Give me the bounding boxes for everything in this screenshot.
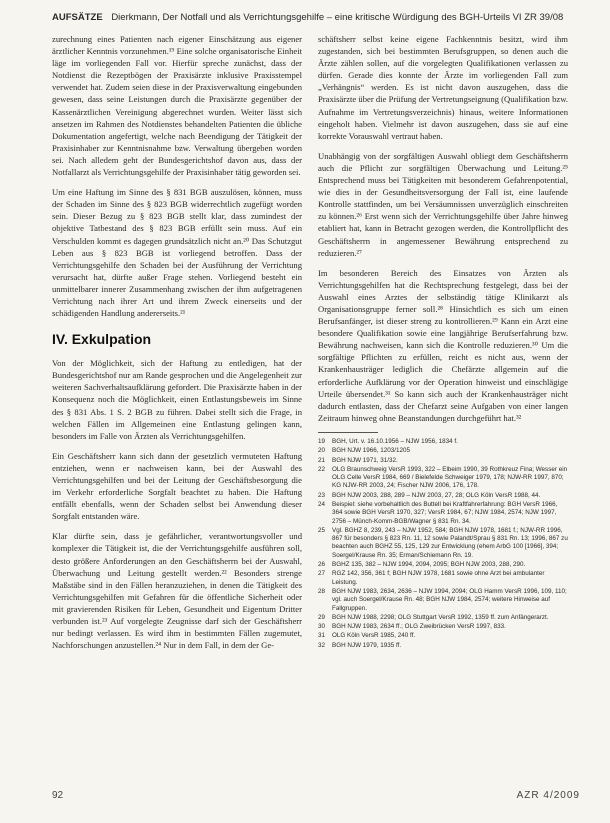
footnote-text: BGH NJW 1971, 31/32. (332, 456, 398, 464)
header-section-label: AUFSÄTZE (52, 12, 103, 23)
footnote-number: 30 (318, 623, 326, 631)
paragraph: Klar dürfte sein, dass je gefährlicher, verantwortungsvoller und komplexer die Tätigkeit ist, die der Verrichtungsgehilfe ausführen soll, desto größere Anforderungen an den Geschäftsherrn bei der Auswahl, Überwachung und Leitung gestellt werden.²² Besonders strenge Maßstäbe sind in den Fällen heranzuziehen, in denen die Tätigkeit des Verrichtungsgehilfen mit Gefahren für die öffentliche Sicherheit oder mit gravierenden Risiken für Leben, Gesundheit und Eigentum Dritter verbunden ist.²³ Auf vorgelegte Zeugnisse darf sich der Geschäftsherr nur bedingt verlassen. Es wird ihm in bestimmten Fällen zugemutet, Nachforschungen anzustellen.²⁴ Nur in dem Fall, in dem der Ge- (52, 531, 302, 651)
footnote (318, 570, 568, 587)
left-column (52, 33, 302, 659)
footnote-number: 22 (318, 465, 326, 473)
paragraph: schäftsherr selbst keine eigene Fachkenntnis besitzt, wird ihm zugestanden, sich bei bestimmten Berufsgruppen, so denen auch die Ärzte zählen sollen, auf die vorgelegten Qualifikationen verlassen zu dürfen. Gerade dies konnte der Ärzte im vorliegenden Fall zum „Verhängnis“ werden. Es ist nicht davon auszugehen, dass die Praxisärzte über die Prüfung der Vertretungseignung (Qualifikation bzw. Aufnahme im Vertretungsverzeichnis) hinaus, weitere Informationen eingeholt haben. Vielmehr ist davon auszugehen, dass sie auf eine korrekte Vorauswahl vertraut haben. (318, 34, 568, 141)
footnote-number: 23 (318, 491, 326, 499)
footnote (318, 438, 568, 446)
paragraph: Unabhängig von der sorgfältigen Auswahl obliegt dem Geschäftsherrn auch die Pflicht zur sorgfältigen Überwachung und Leitung.²⁵ Entsprechend muss bei Tätigkeiten mit besonderem Gefahrenpotential, wie dies in der Gesundheitsversorgung der Fall ist, eine laufende Kontrolle stattfinden, um bei Versäumnissen unverzüglich einschreiten zu können.²⁶ Erst wenn sich der Verrichtungsgehilfe über Jahre hinweg etabliert hat, kann in Betracht gezogen werden, die Kontrollpflicht des Geschäftsherrn in angemessener Bewährung entsprechend zu reduzieren.²⁷ (318, 150, 568, 258)
footnote-number: 26 (318, 561, 326, 569)
footnote (318, 501, 568, 526)
paragraph: Um eine Haftung im Sinne des § 831 BGB auszulösen, können, muss der Schaden im Sinne des § 823 BGB widerrechtlich zugefügt worden sein. Dieser Bezug zu § 823 BGB stellt klar, dass zumindest der objektive Tatbestand des § 823 BGB erfüllt sein muss. Auf ein Verschulden kommt es dagegen grundsätzlich nicht an.²⁰ Das Schutzgut Leben aus § 823 BGB ist vorliegend betroffen. Dass der Verrichtungsgehilfe den Schaden bei der Ausführung der Verrichtung verursacht hat, dürfte außer Frage stehen. Vorliegend besteht ein unmittelbarer innerer Zusammenhang zwischen der ihm aufgetragenen Verrichtung nach ihrer Art und ihrem Zweck einerseits und der schädigenden Handlung andererseits.²¹ (52, 187, 302, 319)
footnote-text: BGH NJW 1988, 2298; OLG Stuttgart VersR 1992, 1359 ff. zum Anfängerarzt. (332, 613, 549, 621)
footnote-text: BGH NJW 1983, 2634 ff.; OLG Zweibrücken VersR 1997, 833. (332, 623, 506, 631)
footnote-text: BGH NJW 1983, 2634, 2636 – NJW 1994, 2094; OLG Hamm VersR 1996, 109, 110; vgl. auch Soergel/Krause Rn. 48; BGH NJW 1984, 2574; weitere Hinweise auf Fallgruppen. (332, 587, 567, 612)
right-column (318, 33, 568, 651)
footnote (318, 527, 568, 560)
footnote (318, 561, 568, 569)
footnote (318, 632, 568, 640)
paragraph: zurechnung eines Patienten nach eigener Einschätzung aus eigener ärztlicher Kenntnis vorzunehmen.¹⁹ Eine solche organisatorische Einheit läge im vorliegenden Fall vor. Hierfür spreche zunächst, dass der Notdienst die Rezeptbögen der Praxisärzte inklusive Praxisstempel verwendet hat. Zudem seien diese in der Praxisverwaltung eingebunden gewesen, dass seine Leistungen durch die Praxisärzte gegenüber der Kassenärztlichen Vereinigung abgerechnet wurden. Weiter lässt sich ansetzen im Rahmen des Notdienstes behandelten Patienten die übliche Dokumentation angefertigt, welche nach Beendigung der Tätigkeit der Praxisinhaber zur Kenntnisnahme bzw. Verwaltung übergeben worden sei. Nach alledem geht der Bundesgerichtshof davon aus, dass der Notfallarzt als Verrichtungsgehilfe der Praxisinhaber tätig geworden sei. (52, 34, 302, 178)
page-number: 92 (52, 790, 64, 801)
footnote-list (318, 438, 568, 650)
header-article-title: Dierkmann, Der Notfall und als Verrichtungsgehilfe – eine kritische Würdigung des BGH-Urteils VI ZR 39/08 (111, 12, 564, 23)
footnote-number: 28 (318, 587, 326, 595)
footnote-text: Vgl. BGHZ 8, 239, 243 – NJW 1952, 584; BGH NJW 1978, 1681 f.; NJW-RR 1996, 867 für besonders § 823 Rn. 11, 12 sowie Palandt/Sprau § 831 Rn. 13; 1996, 867 zu beachten auch BGHZ 55, 125, 129 zur Entwicklung (ehem ArbG 100 [1966], 394; Soergel/Krause Rn. 35; Erman/Schiemann Rn. 19. (332, 526, 568, 559)
footnote-text: RGZ 142, 356, 361 f; BGH NJW 1978, 1681 sowie ohne Arzt bei ambulanter Leistung. (332, 570, 545, 586)
footnote-number: 27 (318, 570, 326, 578)
footnote-number: 32 (318, 641, 326, 649)
footnote-text: BGH, Urt. v. 16.10.1956 – NJW 1956, 1834 f. (332, 437, 458, 445)
footnote (318, 457, 568, 465)
footnote-text: Beispiel: siehe vorbehaltlich des Buttell bei Kraftfahrerfahrung: BGH VersR 1966, 364 sowie BGH VersR 1970, 327; VersR 1984, 67; NJW 1984, 2574; NJW 1997, 2756 – Münch-Komm-BGB/Wagner § 831 Rn. 34. (332, 500, 558, 525)
footnote-text: OLG Braunschweig VersR 1993, 322 – Elbeim 1990, 39 Rothkreuz Fina; Wesser ein OLG Celle VersR 1984, 669 / Bielefelde Schweiger 1979, 178; NJW-RR 1997, 870; KG NJW-RR 2003, 24; Fischer NJW 2006, 176, 178. (332, 465, 568, 490)
footnote (318, 642, 568, 650)
footnote-text: BGHZ 135, 382 – NJW 1994, 2094, 2095; BGH NJW 2003, 288, 290. (332, 561, 526, 569)
footnote-divider (318, 432, 378, 433)
footnote-number: 25 (318, 526, 326, 534)
journal-issue: AZR 4/2009 (516, 790, 580, 801)
footnote (318, 588, 568, 613)
footnote (318, 466, 568, 491)
paragraph: Von der Möglichkeit, sich der Haftung zu entledigen, hat der Bundesgerichtshof nur am Rande gesprochen und die Angelegenheit zur weiteren Sachverhaltsaufklärung gefordert. Die Praxisärzte haben in der Konsequenz noch die Möglichkeit, einen Entlastungsbeweis im Sinne des § 831 Abs. 1 S. 2 BGB zu führen. Dabei stellt sich die Frage, in welchen Fällen im Allgemeinen eine Entlastung gelingen kann, besonders im Falle von Ärzten als Verrichtungsgehilfen. (52, 358, 302, 441)
footnote-number: 31 (318, 632, 326, 640)
footnote-number: 19 (318, 437, 326, 445)
footnote-number: 21 (318, 456, 326, 464)
paragraph: Ein Geschäftsherr kann sich dann der gesetzlich vermuteten Haftung entziehen, wenn er nachweisen kann, bei der Auswahl des Verrichtungsgehilfen und bei der Leitung der Geschäftsbesorgung die im Verkehr erforderliche Sorgfalt beachtet zu haben. Die Haftung entfällt ebenfalls, wenn der Schaden selbst bei Anwendung dieser Sorgfalt entstanden wäre. (52, 450, 302, 522)
paragraph: Im besonderen Bereich des Einsatzes von Ärzten als Verrichtungsgehilfen hat die Rechtsprechung festgelegt, dass bei der Auswahl eines Arztes der selbständig tätige Klinikarzt als Organisationsgruppe ferner soll.²⁸ Hinsichtlich es sich um einen Berufsanfänger, ist dieser streng zu kontrollieren.²⁹ Kann ein Arzt eine besondere Qualifikation sowie eine langjährige Berufserfahrung bzw. Bewährung nachweisen, kann sich die Kontrolle reduzieren.³⁰ Um die sorgfältige Pflichten zu erfüllen, reicht es nicht aus, wenn der Krankenhausträger lediglich die Chefärzte allgemein auf die erforderliche Aufklärung vor der Operation hinweist und einschlägige Urteile übersendet.³¹ So kann sich auch der Krankenhausträger nicht dadurch entlasten, dass der Chefarzt seine Aufgaben von einer langen Zeitraum hinweg ohne Beanstandungen durchgeführt hat.³² (318, 267, 568, 423)
footnote-number: 24 (318, 500, 326, 508)
footnote-text: BGH NJW 1966, 1203/1205 (332, 447, 411, 455)
running-header (52, 12, 582, 23)
footnote-number: 29 (318, 613, 326, 621)
footnote (318, 447, 568, 455)
footnote-text: BGH NJW 2003, 288, 289 – NJW 2003, 27, 28; OLG Köln VersR 1988, 44. (332, 491, 541, 499)
footnote (318, 614, 568, 622)
footnote (318, 623, 568, 631)
section-heading-exkulpation: IV. Exkulpation (52, 331, 152, 348)
footnote-text: BGH NJW 1979, 1935 ff. (332, 641, 402, 649)
footnote-text: OLG Köln VersR 1985, 240 ff. (332, 632, 416, 640)
footnote (318, 492, 568, 500)
footnote-number: 20 (318, 447, 326, 455)
